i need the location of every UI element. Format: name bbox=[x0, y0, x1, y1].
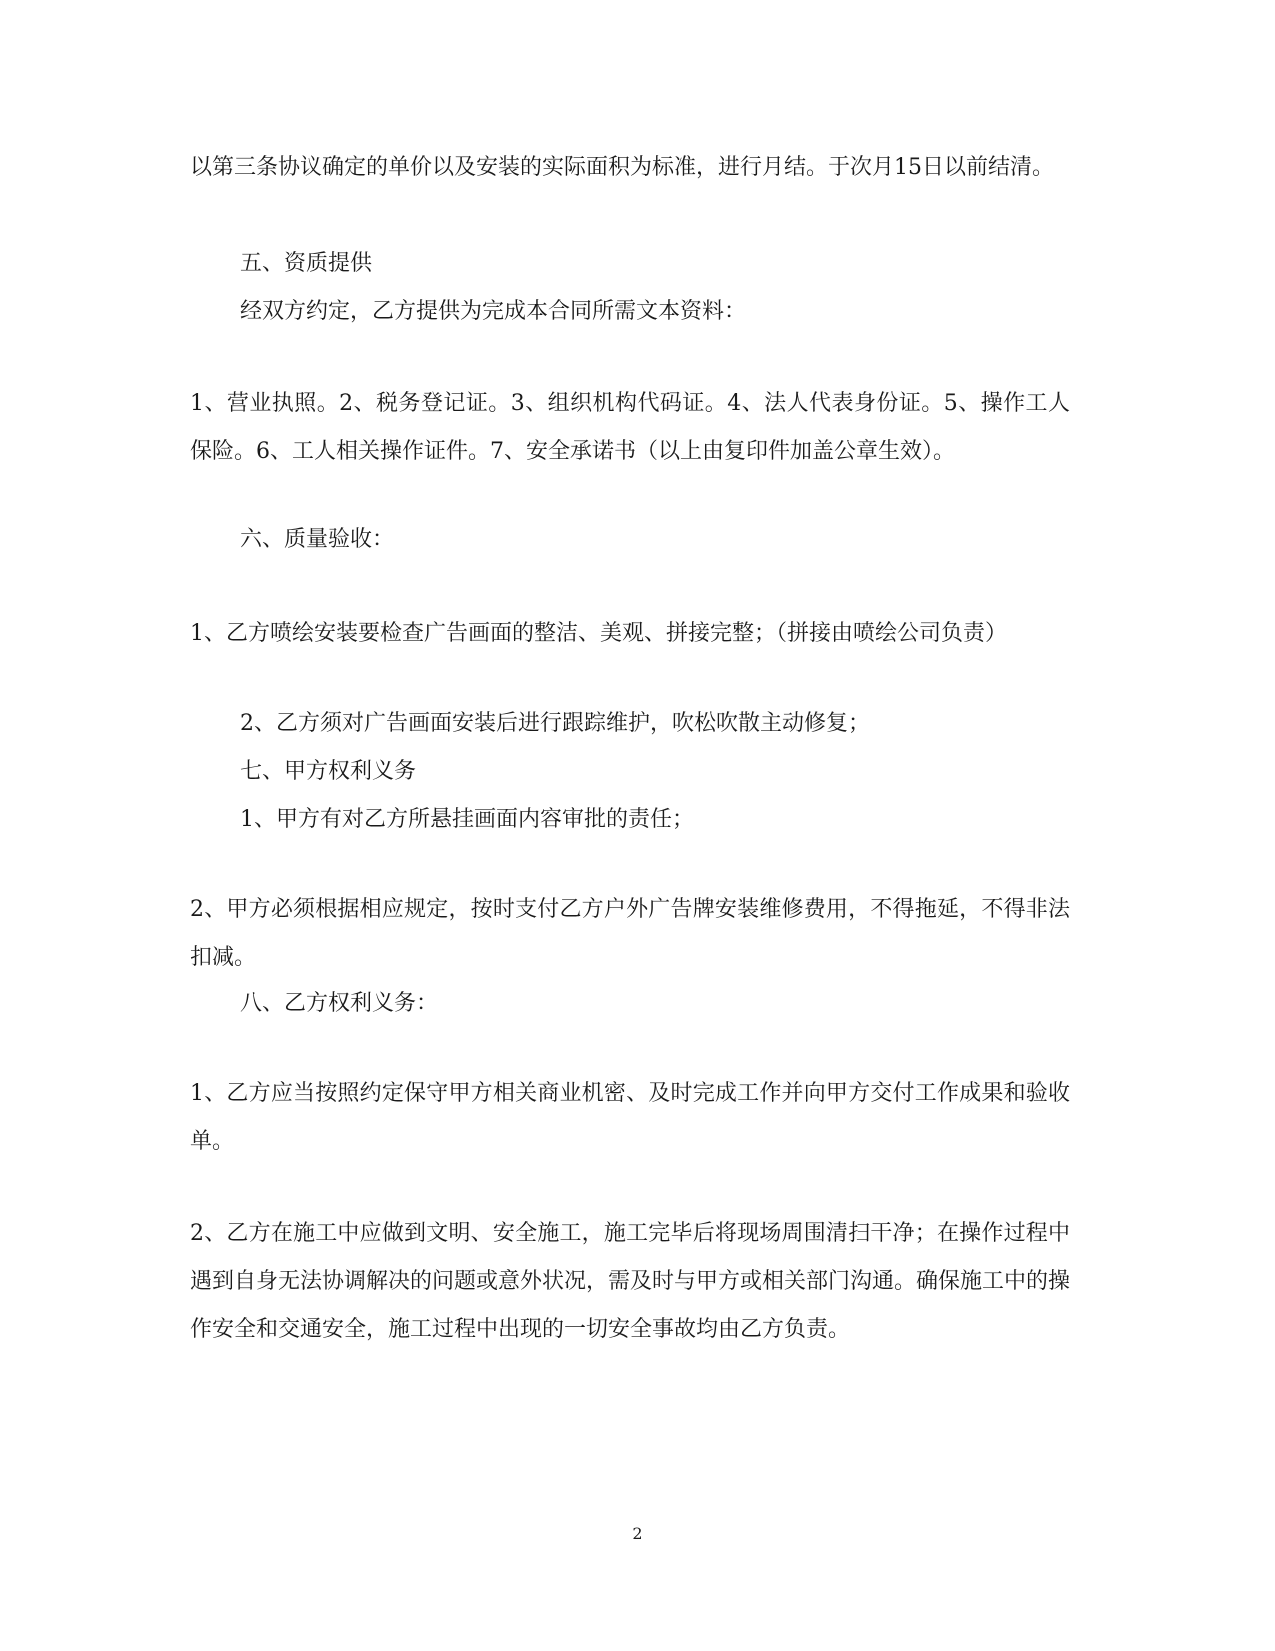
paragraph-party-a-2: 2、甲方必须根据相应规定，按时支付乙方户外广告牌安装维修费用，不得拖延，不得非法扣减。 bbox=[190, 897, 1070, 970]
paragraph-party-a-1: 1、甲方有对乙方所悬挂画面内容审批的责任； bbox=[240, 807, 694, 832]
page-number: 2 bbox=[632, 1524, 643, 1543]
paragraph-quality-1: 1、乙方喷绘安装要检查广告画面的整洁、美观、拼接完整；（拼接由喷绘公司负责） bbox=[190, 621, 1007, 646]
paragraph-quality-2: 2、乙方须对广告画面安装后进行跟踪维护，吹松吹散主动修复； bbox=[240, 711, 870, 736]
heading-qualification: 五、资质提供 bbox=[240, 251, 373, 276]
heading-party-a-rights: 七、甲方权利义务 bbox=[240, 759, 417, 784]
heading-party-b-rights: 八、乙方权利义务： bbox=[240, 991, 439, 1016]
paragraph-settlement: 以第三条协议确定的单价以及安装的实际面积为标准，进行月结。于次月15日以前结清。 bbox=[190, 155, 1054, 180]
paragraph-qualification-list: 1、营业执照。2、税务登记证。3、组织机构代码证。4、法人代表身份证。5、操作工人保险。6、工人相关操作证件。7、安全承诺书（以上由复印件加盖公章生效）。 bbox=[190, 391, 1070, 464]
paragraph-qualification-intro: 经双方约定，乙方提供为完成本合同所需文本资料： bbox=[240, 299, 747, 324]
paragraph-party-b-1: 1、乙方应当按照约定保守甲方相关商业机密、及时完成工作并向甲方交付工作成果和验收单。 bbox=[190, 1081, 1070, 1154]
paragraph-party-b-2: 2、乙方在施工中应做到文明、安全施工，施工完毕后将现场周围清扫干净；在操作过程中遇到自身无法协调解决的问题或意外状况，需及时与甲方或相关部门沟通。确保施工中的操作安全和交通安全，施工过程中出现的一切安全事故均由乙方负责。 bbox=[190, 1221, 1071, 1342]
heading-quality-acceptance: 六、质量验收： bbox=[240, 527, 395, 552]
